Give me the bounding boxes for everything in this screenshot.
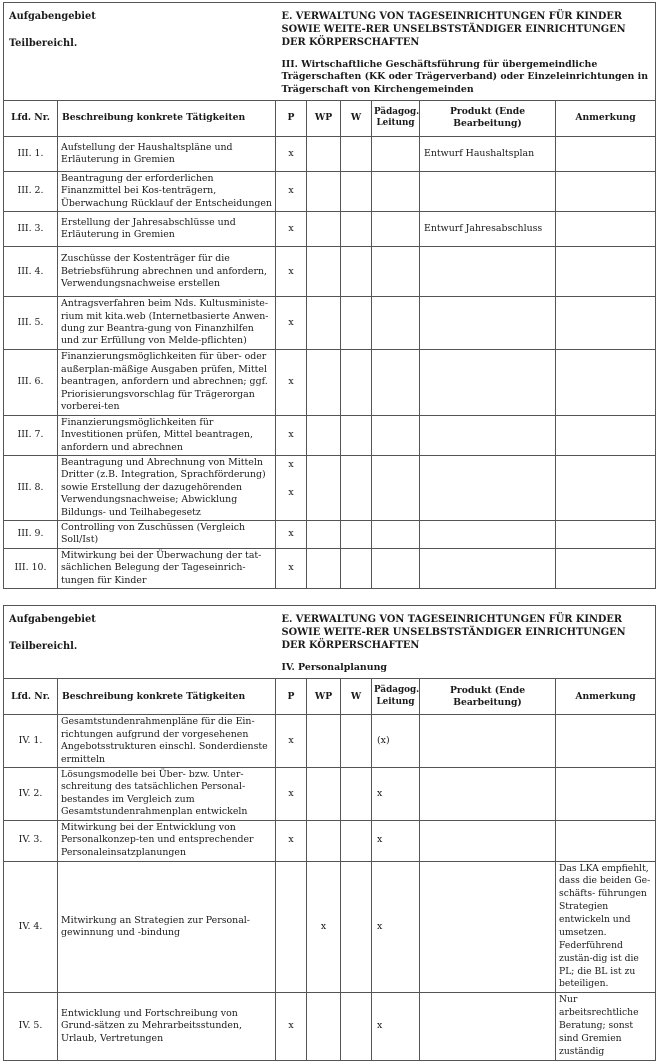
col-p: P <box>276 100 307 136</box>
row-produkt <box>420 349 556 415</box>
row-anmerkung <box>556 297 656 350</box>
row-produkt <box>420 247 556 297</box>
mark-p: x <box>276 993 307 1060</box>
row-description: Finanzierungsmöglichkeiten für Investitionen prüfen, Mittel beantragen, anfordern und abrechnen <box>58 415 276 455</box>
col-beschreibung: Beschreibung konkrete Tätigkeiten <box>58 679 276 715</box>
mark-paed-leitung: x <box>372 820 420 861</box>
mark-wp <box>307 247 341 297</box>
section-iii-table <box>3 2 656 589</box>
row-number: IV. 5. <box>4 993 58 1060</box>
col-anmerkung: Anmerkung <box>556 679 656 715</box>
row-description: Antragsverfahren beim Nds. Kultusministe-rium mit kita.web (Internetbasierte Anwen-dung zur Beantra-gung von Finanzhilfen und zur Erfüllung von Melde-pflichten) <box>58 297 276 350</box>
mark-paed-leitung: x <box>372 767 420 820</box>
col-lfd-nr: Lfd. Nr. <box>4 100 58 136</box>
table-row <box>4 456 656 521</box>
mark-wp <box>307 349 341 415</box>
row-produkt <box>420 415 556 455</box>
mark-w <box>341 993 372 1060</box>
column-header-row <box>4 100 656 136</box>
mark-w <box>341 212 372 247</box>
mark-p: x <box>276 548 307 588</box>
row-number: III. 7. <box>4 415 58 455</box>
mark-w <box>341 767 372 820</box>
mark-p: x <box>276 297 307 350</box>
mark-paed-leitung <box>372 171 420 211</box>
row-description: Zuschüsse der Kostenträger für die Betriebsführung abrechnen und anfordern, Verwendungsnachweise erstellen <box>58 247 276 297</box>
row-anmerkung: Nur arbeitsrechtliche Beratung; sonst sind Gremien zuständig <box>556 993 656 1060</box>
col-produkt: Produkt (Ende Bearbeitung) <box>420 100 556 136</box>
main-title: E. VERWALTUNG VON TAGESEINRICHTUNGEN FÜR KINDER SOWIE WEITE-RER UNSELBSTSTÄNDIGER EINRICHTUNGEN DER KÖRPERSCHAFTEN <box>281 614 626 651</box>
mark-p: x <box>276 212 307 247</box>
row-anmerkung <box>556 521 656 549</box>
mark-p: x <box>276 349 307 415</box>
mark-wp <box>307 297 341 350</box>
mark-paed-leitung: (x) <box>372 715 420 768</box>
table-row <box>4 820 656 861</box>
mark-paed-leitung <box>372 349 420 415</box>
mark-p <box>276 861 307 993</box>
row-anmerkung <box>556 247 656 297</box>
mark-p <box>276 456 307 521</box>
row-anmerkung <box>556 212 656 247</box>
mark-wp <box>307 548 341 588</box>
table-row <box>4 861 656 993</box>
col-paed-leitung: Pädagog. Leitung <box>372 679 420 715</box>
section-gap <box>3 589 655 605</box>
col-wp: WP <box>307 679 341 715</box>
mark-p: x <box>276 521 307 549</box>
sub-title: IV. Personalplanung <box>281 661 387 673</box>
mark-w <box>341 297 372 350</box>
mark-wp <box>307 767 341 820</box>
row-description: Erstellung der Jahresabschlüsse und Erläuterung in Gremien <box>58 212 276 247</box>
row-produkt <box>420 715 556 768</box>
row-produkt <box>420 861 556 993</box>
row-produkt <box>420 456 556 521</box>
mark-paed-leitung <box>372 297 420 350</box>
row-description: Controlling von Zuschüssen (Vergleich Soll/Ist) <box>58 521 276 549</box>
mark-wp <box>307 715 341 768</box>
document-page <box>3 2 655 1061</box>
mark-wp <box>307 415 341 455</box>
row-description: Aufstellung der Haushaltspläne und Erläuterung in Gremien <box>58 136 276 171</box>
row-description: Entwicklung und Fortschreibung von Grund-sätzen zu Mehrarbeitsstunden, Urlaub, Vertretungen <box>58 993 276 1060</box>
mark-p: x <box>276 247 307 297</box>
row-anmerkung <box>556 456 656 521</box>
mark-p: x <box>276 415 307 455</box>
row-description: Beantragung der erforderlichen Finanzmittel bei Kos-tenträgern, Überwachung Rücklauf der Entscheidungen <box>58 171 276 211</box>
mark-w <box>341 521 372 549</box>
mark-p-second: x <box>288 487 294 499</box>
row-anmerkung <box>556 715 656 768</box>
row-number: III. 9. <box>4 521 58 549</box>
table-row <box>4 993 656 1060</box>
row-description: Lösungsmodelle bei Über- bzw. Unter-schreitung des tatsächlichen Personal-bestandes im Vergleich zum Gesamtstundenrahmenplan entwickeln <box>58 767 276 820</box>
mark-wp <box>307 136 341 171</box>
col-paed-leitung: Pädagog. Leitung <box>372 100 420 136</box>
col-wp: WP <box>307 100 341 136</box>
row-description: Beantragung und Abrechnung von Mitteln Dritter (z.B. Integration, Sprachförderung) sowie Erstellung der dazugehörenden Verwendungsnachweise; Abwicklung Bildungs- und Teilhabegesetz <box>58 456 276 521</box>
table-row <box>4 212 656 247</box>
row-number: IV. 1. <box>4 715 58 768</box>
row-description: Mitwirkung bei der Überwachung der tat-sächlichen Belegung der Tageseinrich-tungen für Kinder <box>58 548 276 588</box>
mark-p: x <box>276 171 307 211</box>
mark-p-first: x <box>288 459 294 471</box>
row-description: Finanzierungsmöglichkeiten für über- oder außerplan-mäßige Ausgaben prüfen, Mittel beantragen, anfordern und abrechnen; ggf. Priorisierungsvorschlag für Trägerorgan vorberei-ten <box>58 349 276 415</box>
row-anmerkung <box>556 171 656 211</box>
row-anmerkung <box>556 548 656 588</box>
section-iv-table <box>3 605 656 1061</box>
row-number: III. 2. <box>4 171 58 211</box>
row-produkt <box>420 820 556 861</box>
row-produkt <box>420 171 556 211</box>
mark-w <box>341 247 372 297</box>
row-number: IV. 4. <box>4 861 58 993</box>
mark-paed-leitung <box>372 136 420 171</box>
row-anmerkung <box>556 136 656 171</box>
mark-w <box>341 415 372 455</box>
row-number: III. 4. <box>4 247 58 297</box>
table-row <box>4 521 656 549</box>
mark-paed-leitung <box>372 548 420 588</box>
mark-w <box>341 715 372 768</box>
mark-paed-leitung: x <box>372 861 420 993</box>
row-description: Mitwirkung bei der Entwicklung von Personalkonzep-ten und entsprechender Personaleinsatzplanungen <box>58 820 276 861</box>
mark-w <box>341 171 372 211</box>
row-description: Gesamtstundenrahmenpläne für die Ein-richtungen aufgrund der vorgesehenen Angebotsstrukturen einschl. Sonderdienste ermitteln <box>58 715 276 768</box>
row-number: III. 1. <box>4 136 58 171</box>
aufgabengebiet-label: Aufgabengebiet <box>9 614 96 626</box>
table-row <box>4 136 656 171</box>
mark-w <box>341 820 372 861</box>
row-anmerkung <box>556 767 656 820</box>
col-produkt: Produkt (Ende Bearbeitung) <box>420 679 556 715</box>
row-description: Mitwirkung an Strategien zur Personal-gewinnung und -bindung <box>58 861 276 993</box>
mark-wp <box>307 521 341 549</box>
mark-wp: x <box>307 861 341 993</box>
mark-wp <box>307 212 341 247</box>
row-produkt <box>420 993 556 1060</box>
table-row <box>4 767 656 820</box>
mark-paed-leitung <box>372 247 420 297</box>
mark-w <box>341 861 372 993</box>
col-lfd-nr: Lfd. Nr. <box>4 679 58 715</box>
mark-paed-leitung <box>372 212 420 247</box>
row-produkt <box>420 521 556 549</box>
row-produkt: Entwurf Haushaltsplan <box>420 136 556 171</box>
row-number: IV. 2. <box>4 767 58 820</box>
table-row <box>4 297 656 350</box>
table-row <box>4 171 656 211</box>
row-produkt <box>420 297 556 350</box>
mark-paed-leitung <box>372 456 420 521</box>
row-number: III. 6. <box>4 349 58 415</box>
aufgabengebiet-label: Aufgabengebiet <box>9 11 96 22</box>
mark-p: x <box>276 715 307 768</box>
mark-paed-leitung <box>372 415 420 455</box>
mark-p: x <box>276 136 307 171</box>
column-header-row <box>4 679 656 715</box>
mark-wp <box>307 820 341 861</box>
col-w: W <box>341 100 372 136</box>
row-anmerkung <box>556 415 656 455</box>
table-row <box>4 715 656 768</box>
row-number: IV. 3. <box>4 820 58 861</box>
row-anmerkung: Das LKA empfiehlt, dass die beiden Ge-schäfts- führungen Strategien entwickeln und umsetzen. Federführend zustän-dig ist die PL; die BL ist zu beteiligen. <box>556 861 656 993</box>
mark-w <box>341 456 372 521</box>
teilbereich-label: Teilbereichl. <box>9 641 78 653</box>
table-row <box>4 247 656 297</box>
row-number: III. 5. <box>4 297 58 350</box>
mark-w <box>341 548 372 588</box>
mark-w <box>341 136 372 171</box>
row-number: III. 10. <box>4 548 58 588</box>
row-produkt: Entwurf Jahresabschluss <box>420 212 556 247</box>
row-produkt <box>420 767 556 820</box>
mark-p: x <box>276 767 307 820</box>
table-row <box>4 349 656 415</box>
col-p: P <box>276 679 307 715</box>
mark-paed-leitung <box>372 521 420 549</box>
mark-p: x <box>276 820 307 861</box>
teilbereich-label: Teilbereichl. <box>9 37 78 49</box>
table-row <box>4 548 656 588</box>
mark-wp <box>307 456 341 521</box>
col-beschreibung: Beschreibung konkrete Tätigkeiten <box>58 100 276 136</box>
row-produkt <box>420 548 556 588</box>
mark-wp <box>307 993 341 1060</box>
mark-paed-leitung: x <box>372 993 420 1060</box>
section-header <box>4 3 656 101</box>
mark-w <box>341 349 372 415</box>
mark-wp <box>307 171 341 211</box>
row-anmerkung <box>556 820 656 861</box>
row-number: III. 3. <box>4 212 58 247</box>
row-anmerkung <box>556 349 656 415</box>
sub-title: III. Wirtschaftliche Geschäftsführung für übergemeindliche Trägerschaften (KK oder Trägerverband) oder Einzeleinrichtungen in Trägerschaft von Kirchengemeinden <box>281 58 649 95</box>
col-w: W <box>341 679 372 715</box>
table-row <box>4 415 656 455</box>
row-number: III. 8. <box>4 456 58 521</box>
main-title: E. VERWALTUNG VON TAGESEINRICHTUNGEN FÜR KINDER SOWIE WEITE-RER UNSELBSTSTÄNDIGER EINRICHTUNGEN DER KÖRPERSCHAFTEN <box>281 11 626 48</box>
col-anmerkung: Anmerkung <box>556 100 656 136</box>
section-header <box>4 606 656 679</box>
